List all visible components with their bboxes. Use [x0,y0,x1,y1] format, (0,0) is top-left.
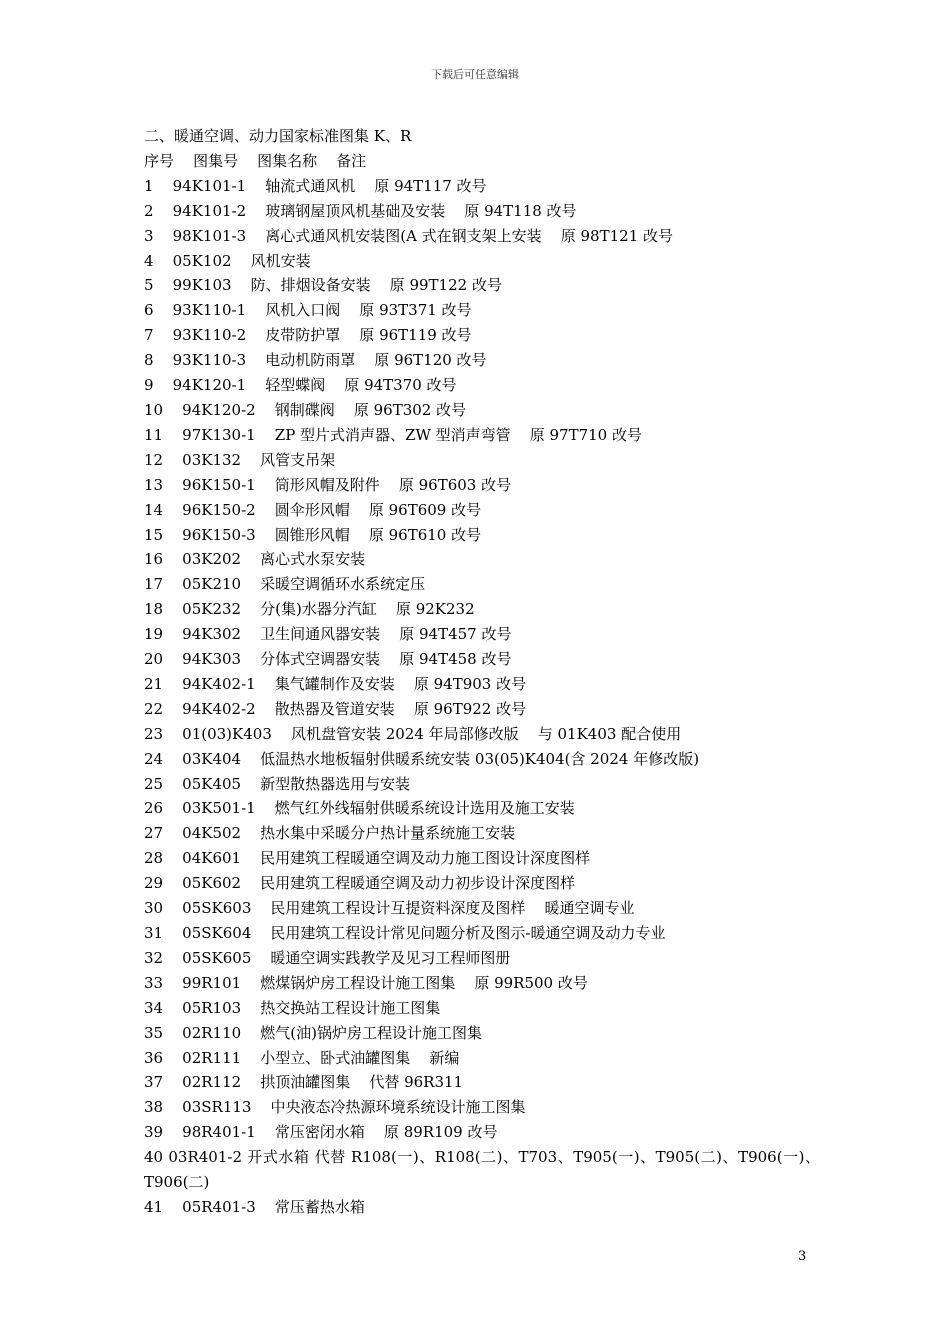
list-item: 21 94K402-1 集气罐制作及安装 原 94T903 改号 [144,674,527,693]
list-item: 27 04K502 热水集中采暖分户热计量系统施工安装 [144,824,516,843]
list-item: 8 93K110-3 电动机防雨罩 原 96T120 改号 [144,351,487,370]
list-item: 7 93K110-2 皮带防护罩 原 96T119 改号 [144,326,472,345]
list-item: 32 05SK605 暖通空调实践教学及见习工程师图册 [144,948,511,967]
list-item: 3 98K101-3 离心式通风机安装图(A 式在钢支架上安装 原 98T121 改号 [144,226,674,245]
list-item: 12 03K132 风管支吊架 [144,450,336,469]
list-item: 2 94K101-2 玻璃钢屋顶风机基础及安装 原 94T118 改号 [144,201,577,220]
list-item: 37 02R112 拱顶油罐图集 代替 96R311 [144,1073,464,1092]
list-item: 31 05SK604 民用建筑工程设计常见问题分析及图示-暖通空调及动力专业 [144,924,666,942]
list-item: 38 03SR113 中央液态冷热源环境系统设计施工图集 [144,1098,526,1117]
list-item: 24 03K404 低温热水地板辐射供暖系统安装 03(05)K404(含 2024 年修改版) [144,749,700,768]
page-number: 3 [798,1249,807,1264]
list-item: 34 05R103 热交换站工程设计施工图集 [144,998,441,1017]
section-title: 二、暖通空调、动力国家标准图集 K、R [144,127,412,145]
entry-list [144,174,820,1145]
list-item: 6 93K110-1 风机入口阀 原 93T371 改号 [144,301,472,320]
list-item: 9 94K120-1 轻型蝶阀 原 94T370 改号 [144,376,457,395]
list-item: 13 96K150-1 筒形风帽及附件 原 96T603 改号 [144,475,512,494]
list-item: 4 05K102 风机安装 [144,251,311,270]
list-item: 5 99K103 防、排烟设备安装 原 99T122 改号 [144,276,502,295]
list-item: 16 03K202 离心式水泵安装 [144,550,366,569]
list-item-40: 40 03R401-2 开式水箱 代替 R108(一)、R108(二)、T703、T905(一)、T905(二)、T906(一)、T906(二) [144,1148,820,1192]
list-item: 15 96K150-3 圆锥形风帽 原 96T610 改号 [144,525,482,544]
list-item: 11 97K130-1 ZP 型片式消声器、ZW 型消声弯管 原 97T710 改号 [144,425,642,444]
list-item: 35 02R110 燃气(油)锅炉房工程设计施工图集 [144,1023,482,1042]
list-item: 33 99R101 燃煤锅炉房工程设计施工图集 原 99R500 改号 [144,973,588,992]
list-item: 17 05K210 采暖空调循环水系统定压 [144,575,426,594]
list-item: 20 94K303 分体式空调器安装 原 94T458 改号 [144,650,512,669]
list-item: 1 94K101-1 轴流式通风机 原 94T117 改号 [144,176,487,195]
list-item: 23 01(03)K403 风机盘管安装 2024 年局部修改版 与 01K403 配合使用 [144,724,682,743]
list-item: 14 96K150-2 圆伞形风帽 原 96T609 改号 [144,500,482,519]
list-item: 30 05SK603 民用建筑工程设计互提资料深度及图样 暖通空调专业 [144,899,635,918]
list-item: 26 03K501-1 燃气红外线辐射供暖系统设计选用及施工安装 [144,799,575,818]
list-item: 19 94K302 卫生间通风器安装 原 94T457 改号 [144,625,512,644]
list-item: 39 98R401-1 常压密闭水箱 原 89R109 改号 [144,1123,498,1142]
list-item-41: 41 05R401-3 常压蓄热水箱 [144,1197,365,1216]
list-item: 36 02R111 小型立、卧式油罐图集 新编 [144,1048,460,1067]
list-item: 28 04K601 民用建筑工程暖通空调及动力施工图设计深度图样 [144,849,591,868]
list-item: 10 94K120-2 钢制碟阀 原 96T302 改号 [144,400,467,419]
list-item: 29 05K602 民用建筑工程暖通空调及动力初步设计深度图样 [144,874,576,893]
column-header: 序号 图集号 图集名称 备注 [144,151,367,170]
list-item: 25 05K405 新型散热器选用与安装 [144,774,411,793]
page-header: 下载后可任意编辑 [431,68,519,81]
document-body [144,124,820,1220]
list-item: 22 94K402-2 散热器及管道安装 原 96T922 改号 [144,699,527,718]
list-item: 18 05K232 分(集)水器分汽缸 原 92K232 [144,600,475,619]
